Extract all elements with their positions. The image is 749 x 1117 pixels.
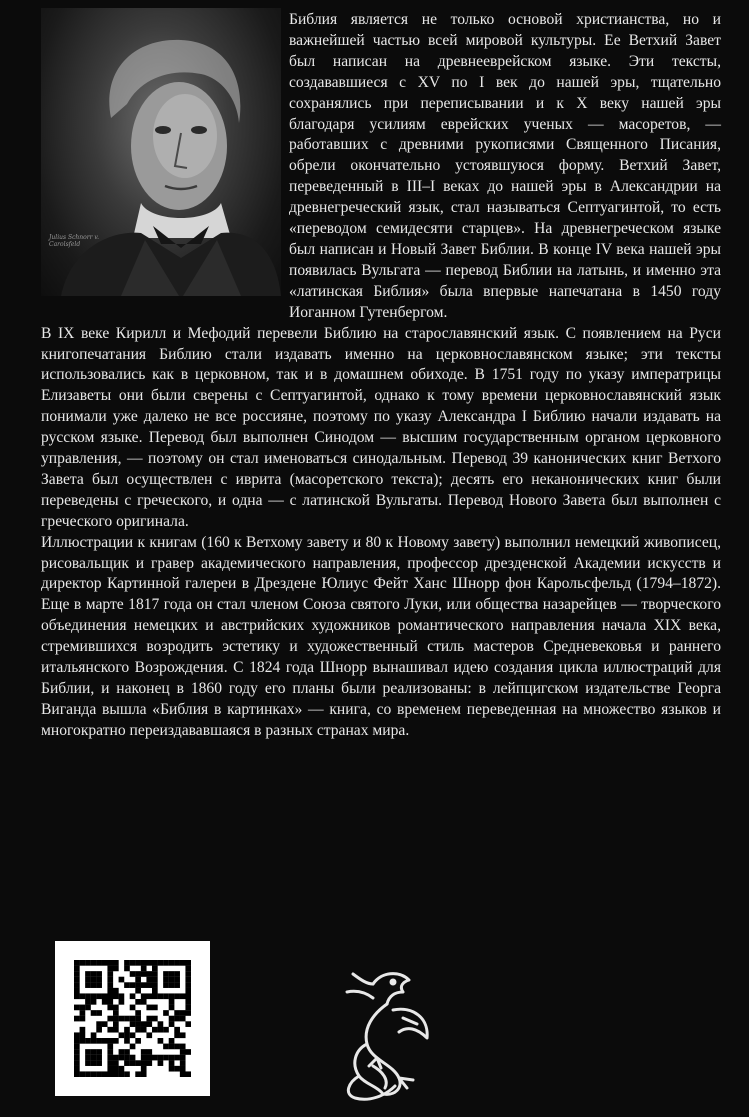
qr-module <box>91 977 97 983</box>
qr-module <box>85 1049 91 1055</box>
qr-module <box>96 1060 102 1066</box>
qr-module <box>107 1055 113 1061</box>
qr-module <box>185 988 191 994</box>
qr-module <box>146 1049 152 1055</box>
qr-module <box>107 1038 113 1044</box>
qr-module <box>80 1032 86 1038</box>
qr-module <box>141 971 147 977</box>
paragraph-slavonic-translation: В IX веке Кирилл и Мефодий перевели Библию на старославянский язык. С появлением на Руси книгопечатания Библию стали издавать именно на церковнославянском языке; эти тексты использовались как в церковном, так и в домашнем обиходе. В 1751 году по указу императрицы Елизаветы они были сверены с Септуагинтой, однако к тому времени церковнославянский язык понимали уже далеко не все россияне, поэтому по указу Александра I Библию начали издавать на русском языке. Перевод был выполнен Синодом — высшим государственным органом церковного управления, — поэтому он стал именоваться синодальным. Перевод 39 канонических книг Ветхого Завета был осуществлен с иврита (масоретского текста); десять его неканонических книг были переведены с греческого, и одна — с латинской Вульгаты. Перевод Нового Завета был выполнен с греческого оригинала. <box>41 324 721 530</box>
qr-module <box>80 1005 86 1011</box>
qr-module <box>174 1044 180 1050</box>
qr-module <box>169 1066 175 1072</box>
qr-module <box>119 1032 125 1038</box>
qr-module <box>152 960 158 966</box>
qr-module <box>74 971 80 977</box>
qr-module <box>74 1005 80 1011</box>
qr-module <box>107 1049 113 1055</box>
qr-module <box>185 993 191 999</box>
qr-module <box>169 1016 175 1022</box>
qr-module <box>124 960 130 966</box>
qr-module <box>130 1016 136 1022</box>
qr-module <box>185 960 191 966</box>
qr-module <box>74 1016 80 1022</box>
qr-module <box>146 977 152 983</box>
qr-module <box>107 982 113 988</box>
qr-module <box>174 977 180 983</box>
qr-module <box>163 1010 169 1016</box>
qr-module <box>74 960 80 966</box>
qr-module <box>152 982 158 988</box>
qr-module <box>135 1010 141 1016</box>
qr-module <box>152 993 158 999</box>
qr-module <box>113 1066 119 1072</box>
qr-module <box>74 1049 80 1055</box>
qr-module <box>185 1071 191 1077</box>
qr-module <box>185 966 191 972</box>
qr-module <box>141 1021 147 1027</box>
paragraph-bible-origins: Библия является не только основой христианства, но и важнейшей частью всей мировой культуры. Ее Ветхий Завет был написан на древнееврейском языке. Эти тексты, создававшиеся с XV по I век до нашей эры, тщательно сохранялись при переписывании и к X веку нашей эры благодаря усилиям еврейских ученых — масоретов, — работавших с древними рукописями Священного Писания, обрели окончательно устоявшуюся форму. Ветхий Завет, переведенный в III–I веках до нашей эры в Александрии на древнегреческий язык, стал называться Септуагинтой, то есть «переводом семидесяти старцев». На древнегреческом языке был написан и Новый Завет Библии. В конце IV века нашей эры появилась Вульгата — перевод Библии на латынь, и именно эта «латинская Библия» была впервые напечатана в 1450 году Иоганном Гутенбергом. <box>289 11 721 321</box>
qr-module <box>96 1038 102 1044</box>
qr-module <box>107 1071 113 1077</box>
qr-module <box>91 1071 97 1077</box>
qr-module <box>113 993 119 999</box>
qr-module <box>158 960 164 966</box>
paragraph-illustrations: Иллюстрации к книгам (160 к Ветхому завету и 80 к Новому завету) выполнил немецкий живописец, рисовальщик и гравер академического направления, профессор дрезденской Академии искусств и директор Картинной галереи в Дрездене Юлиус Фейт Ханс Шнорр фон Карольсфельд (1794–1872). Еще в марте 1817 года он стал членом Союза святого Луки, или общества назарейцев — творческого объединения немецких и австрийских художников романтического направления начала XIX века, стремившихся возродить эстетику и художественный стиль мастеров Средневековья и раннего итальянского Возрождения. С 1824 года Шнорр вынашивал идею создания цикла иллюстраций для Библии, и наконец в 1860 году его планы были реализованы: в лейпцигском издательстве Георга Виганда вышла «Библия в картинках» — книга, со временем переведенная на множество языков и многократно переиздававшаяся в разных странах мира. <box>41 533 721 739</box>
qr-module <box>85 1005 91 1011</box>
qr-module <box>102 999 108 1005</box>
qr-module <box>119 1055 125 1061</box>
qr-module <box>169 982 175 988</box>
qr-module <box>135 1021 141 1027</box>
qr-module <box>180 960 186 966</box>
qr-module <box>146 1060 152 1066</box>
qr-module <box>124 1055 130 1061</box>
qr-module <box>135 1071 141 1077</box>
qr-module <box>119 993 125 999</box>
qr-module <box>119 1066 125 1072</box>
qr-module <box>107 1005 113 1011</box>
qr-module <box>74 1071 80 1077</box>
qr-module <box>158 1038 164 1044</box>
qr-module <box>130 1055 136 1061</box>
qr-module <box>80 1010 86 1016</box>
qr-module <box>96 1010 102 1016</box>
qr-module <box>91 982 97 988</box>
qr-module <box>130 1044 136 1050</box>
qr-module <box>124 1016 130 1022</box>
qr-module <box>124 1038 130 1044</box>
qr-module <box>146 1016 152 1022</box>
qr-module <box>135 960 141 966</box>
qr-module <box>135 1060 141 1066</box>
qr-module <box>119 1049 125 1055</box>
qr-module <box>80 1071 86 1077</box>
qr-module <box>174 960 180 966</box>
qr-module <box>185 971 191 977</box>
qr-module <box>174 1010 180 1016</box>
qr-module <box>107 993 113 999</box>
qr-module <box>152 966 158 972</box>
qr-module <box>141 1055 147 1061</box>
qr-module <box>119 1071 125 1077</box>
qr-module <box>135 999 141 1005</box>
qr-module <box>180 1044 186 1050</box>
qr-module <box>74 1038 80 1044</box>
qr-module <box>135 1038 141 1044</box>
portrait-signature: Julius Schnorr v. Carolsfeld <box>49 234 99 248</box>
qr-module <box>107 971 113 977</box>
qr-module <box>130 982 136 988</box>
qr-module <box>102 960 108 966</box>
qr-module <box>169 1005 175 1011</box>
qr-module <box>163 993 169 999</box>
qr-module <box>96 1049 102 1055</box>
qr-module <box>96 1055 102 1061</box>
article-text <box>41 10 721 742</box>
qr-module <box>107 1016 113 1022</box>
qr-module <box>74 982 80 988</box>
qr-module <box>180 1060 186 1066</box>
qr-module <box>124 1071 130 1077</box>
qr-module <box>163 982 169 988</box>
qr-module <box>130 1032 136 1038</box>
qr-module <box>107 960 113 966</box>
qr-module <box>180 1016 186 1022</box>
qr-module <box>146 1005 152 1011</box>
qr-module <box>74 1032 80 1038</box>
qr-module <box>113 1005 119 1011</box>
qr-module <box>185 1049 191 1055</box>
qr-module <box>169 1060 175 1066</box>
qr-module <box>113 1038 119 1044</box>
qr-module <box>174 1027 180 1033</box>
qr-module <box>146 1032 152 1038</box>
qr-module <box>119 977 125 983</box>
qr-module <box>130 1021 136 1027</box>
qr-module <box>180 993 186 999</box>
qr-code[interactable] <box>55 941 210 1096</box>
dragon-logo-icon <box>333 962 441 1102</box>
qr-module <box>96 1071 102 1077</box>
qr-module <box>91 971 97 977</box>
qr-module <box>146 993 152 999</box>
qr-module <box>180 1071 186 1077</box>
qr-module <box>180 1032 186 1038</box>
qr-module <box>85 1060 91 1066</box>
qr-module <box>74 1044 80 1050</box>
qr-module <box>80 960 86 966</box>
qr-module <box>113 1010 119 1016</box>
qr-module <box>107 988 113 994</box>
qr-module <box>85 1071 91 1077</box>
qr-module <box>152 977 158 983</box>
qr-module <box>163 960 169 966</box>
qr-module <box>80 993 86 999</box>
qr-module <box>130 971 136 977</box>
qr-module <box>80 1016 86 1022</box>
qr-module <box>169 971 175 977</box>
qr-module <box>107 966 113 972</box>
qr-module <box>113 966 119 972</box>
qr-module <box>135 977 141 983</box>
qr-module <box>146 982 152 988</box>
qr-module <box>96 971 102 977</box>
qr-module <box>124 966 130 972</box>
qr-module <box>107 1027 113 1033</box>
qr-module <box>163 971 169 977</box>
qr-module <box>174 1032 180 1038</box>
qr-module <box>135 971 141 977</box>
qr-module <box>169 1055 175 1061</box>
qr-module <box>96 993 102 999</box>
qr-module <box>174 1066 180 1072</box>
qr-module <box>174 971 180 977</box>
qr-module <box>169 960 175 966</box>
qr-module <box>96 1027 102 1033</box>
qr-module <box>185 999 191 1005</box>
qr-module <box>96 960 102 966</box>
qr-module <box>169 993 175 999</box>
qr-module <box>174 993 180 999</box>
qr-module <box>141 966 147 972</box>
qr-module <box>180 1010 186 1016</box>
qr-module <box>113 1055 119 1061</box>
qr-module <box>152 1027 158 1033</box>
qr-module <box>185 1021 191 1027</box>
qr-module <box>169 1044 175 1050</box>
qr-module <box>141 993 147 999</box>
qr-module <box>91 1010 97 1016</box>
qr-module <box>85 993 91 999</box>
qr-module <box>146 1021 152 1027</box>
qr-module <box>85 1038 91 1044</box>
qr-module <box>124 982 130 988</box>
qr-module <box>74 988 80 994</box>
qr-module <box>102 1038 108 1044</box>
qr-module <box>107 1044 113 1050</box>
qr-module <box>163 1027 169 1033</box>
qr-module <box>102 993 108 999</box>
qr-module <box>113 1027 119 1033</box>
qr-module <box>113 1071 119 1077</box>
qr-module <box>85 999 91 1005</box>
qr-module <box>102 1071 108 1077</box>
qr-module <box>169 999 175 1005</box>
qr-module <box>180 1066 186 1072</box>
qr-module <box>91 960 97 966</box>
qr-module <box>85 960 91 966</box>
publisher-logo <box>333 962 441 1102</box>
qr-module <box>91 1049 97 1055</box>
qr-module <box>152 1016 158 1022</box>
qr-module <box>107 1060 113 1066</box>
qr-module <box>152 971 158 977</box>
portrait-space <box>41 10 289 322</box>
qr-module <box>91 993 97 999</box>
qr-module <box>113 988 119 994</box>
qr-module <box>130 1060 136 1066</box>
qr-module <box>141 1066 147 1072</box>
qr-module <box>91 1038 97 1044</box>
qr-module <box>135 982 141 988</box>
qr-module <box>158 1060 164 1066</box>
qr-module <box>113 960 119 966</box>
qr-module <box>169 1038 175 1044</box>
qr-module <box>141 1071 147 1077</box>
qr-module <box>158 993 164 999</box>
qr-module <box>80 1038 86 1044</box>
qr-module <box>85 971 91 977</box>
qr-module <box>141 960 147 966</box>
qr-module <box>85 1055 91 1061</box>
qr-module <box>85 977 91 983</box>
qr-module <box>74 966 80 972</box>
qr-module <box>180 1049 186 1055</box>
qr-module <box>185 977 191 983</box>
qr-module <box>119 999 125 1005</box>
qr-module <box>113 1060 119 1066</box>
qr-module <box>174 1055 180 1061</box>
qr-module <box>91 1055 97 1061</box>
qr-module <box>169 1021 175 1027</box>
qr-module <box>102 1021 108 1027</box>
qr-module <box>107 999 113 1005</box>
qr-module <box>124 1049 130 1055</box>
qr-module <box>158 1055 164 1061</box>
qr-module <box>74 1060 80 1066</box>
qr-module <box>96 982 102 988</box>
qr-module <box>158 1027 164 1033</box>
qr-module <box>163 1055 169 1061</box>
qr-module <box>74 1066 80 1072</box>
qr-module <box>185 1005 191 1011</box>
qr-module <box>124 1027 130 1033</box>
qr-module <box>113 1016 119 1022</box>
qr-module <box>158 1021 164 1027</box>
qr-module <box>152 988 158 994</box>
qr-module <box>130 993 136 999</box>
qr-module <box>124 1032 130 1038</box>
qr-module <box>152 1055 158 1061</box>
qr-module <box>107 977 113 983</box>
qr-module <box>85 982 91 988</box>
qr-module <box>169 977 175 983</box>
qr-module <box>185 982 191 988</box>
qr-module <box>74 1055 80 1061</box>
qr-module <box>146 960 152 966</box>
qr-module <box>174 1016 180 1022</box>
qr-module <box>96 1021 102 1027</box>
qr-module <box>130 1005 136 1011</box>
qr-module <box>146 971 152 977</box>
qr-module <box>141 999 147 1005</box>
qr-module <box>135 1016 141 1022</box>
qr-module <box>163 1044 169 1050</box>
qr-module <box>91 1060 97 1066</box>
qr-module <box>185 1010 191 1016</box>
qr-module <box>74 977 80 983</box>
qr-module <box>96 977 102 983</box>
qr-module <box>119 1016 125 1022</box>
qr-module <box>141 1060 147 1066</box>
qr-module <box>141 1049 147 1055</box>
qr-module <box>80 1027 86 1033</box>
qr-module <box>124 1060 130 1066</box>
qr-module <box>130 960 136 966</box>
qr-module <box>141 982 147 988</box>
qr-module <box>107 1066 113 1072</box>
qr-module <box>141 1027 147 1033</box>
qr-module <box>91 999 97 1005</box>
qr-module <box>135 988 141 994</box>
qr-module <box>113 1021 119 1027</box>
qr-module <box>74 993 80 999</box>
qr-code-icon <box>74 960 191 1077</box>
qr-module <box>135 1027 141 1033</box>
qr-module <box>146 1055 152 1061</box>
qr-module <box>180 1055 186 1061</box>
qr-module <box>152 1005 158 1011</box>
qr-module <box>174 982 180 988</box>
qr-module <box>163 977 169 983</box>
qr-module <box>91 1032 97 1038</box>
